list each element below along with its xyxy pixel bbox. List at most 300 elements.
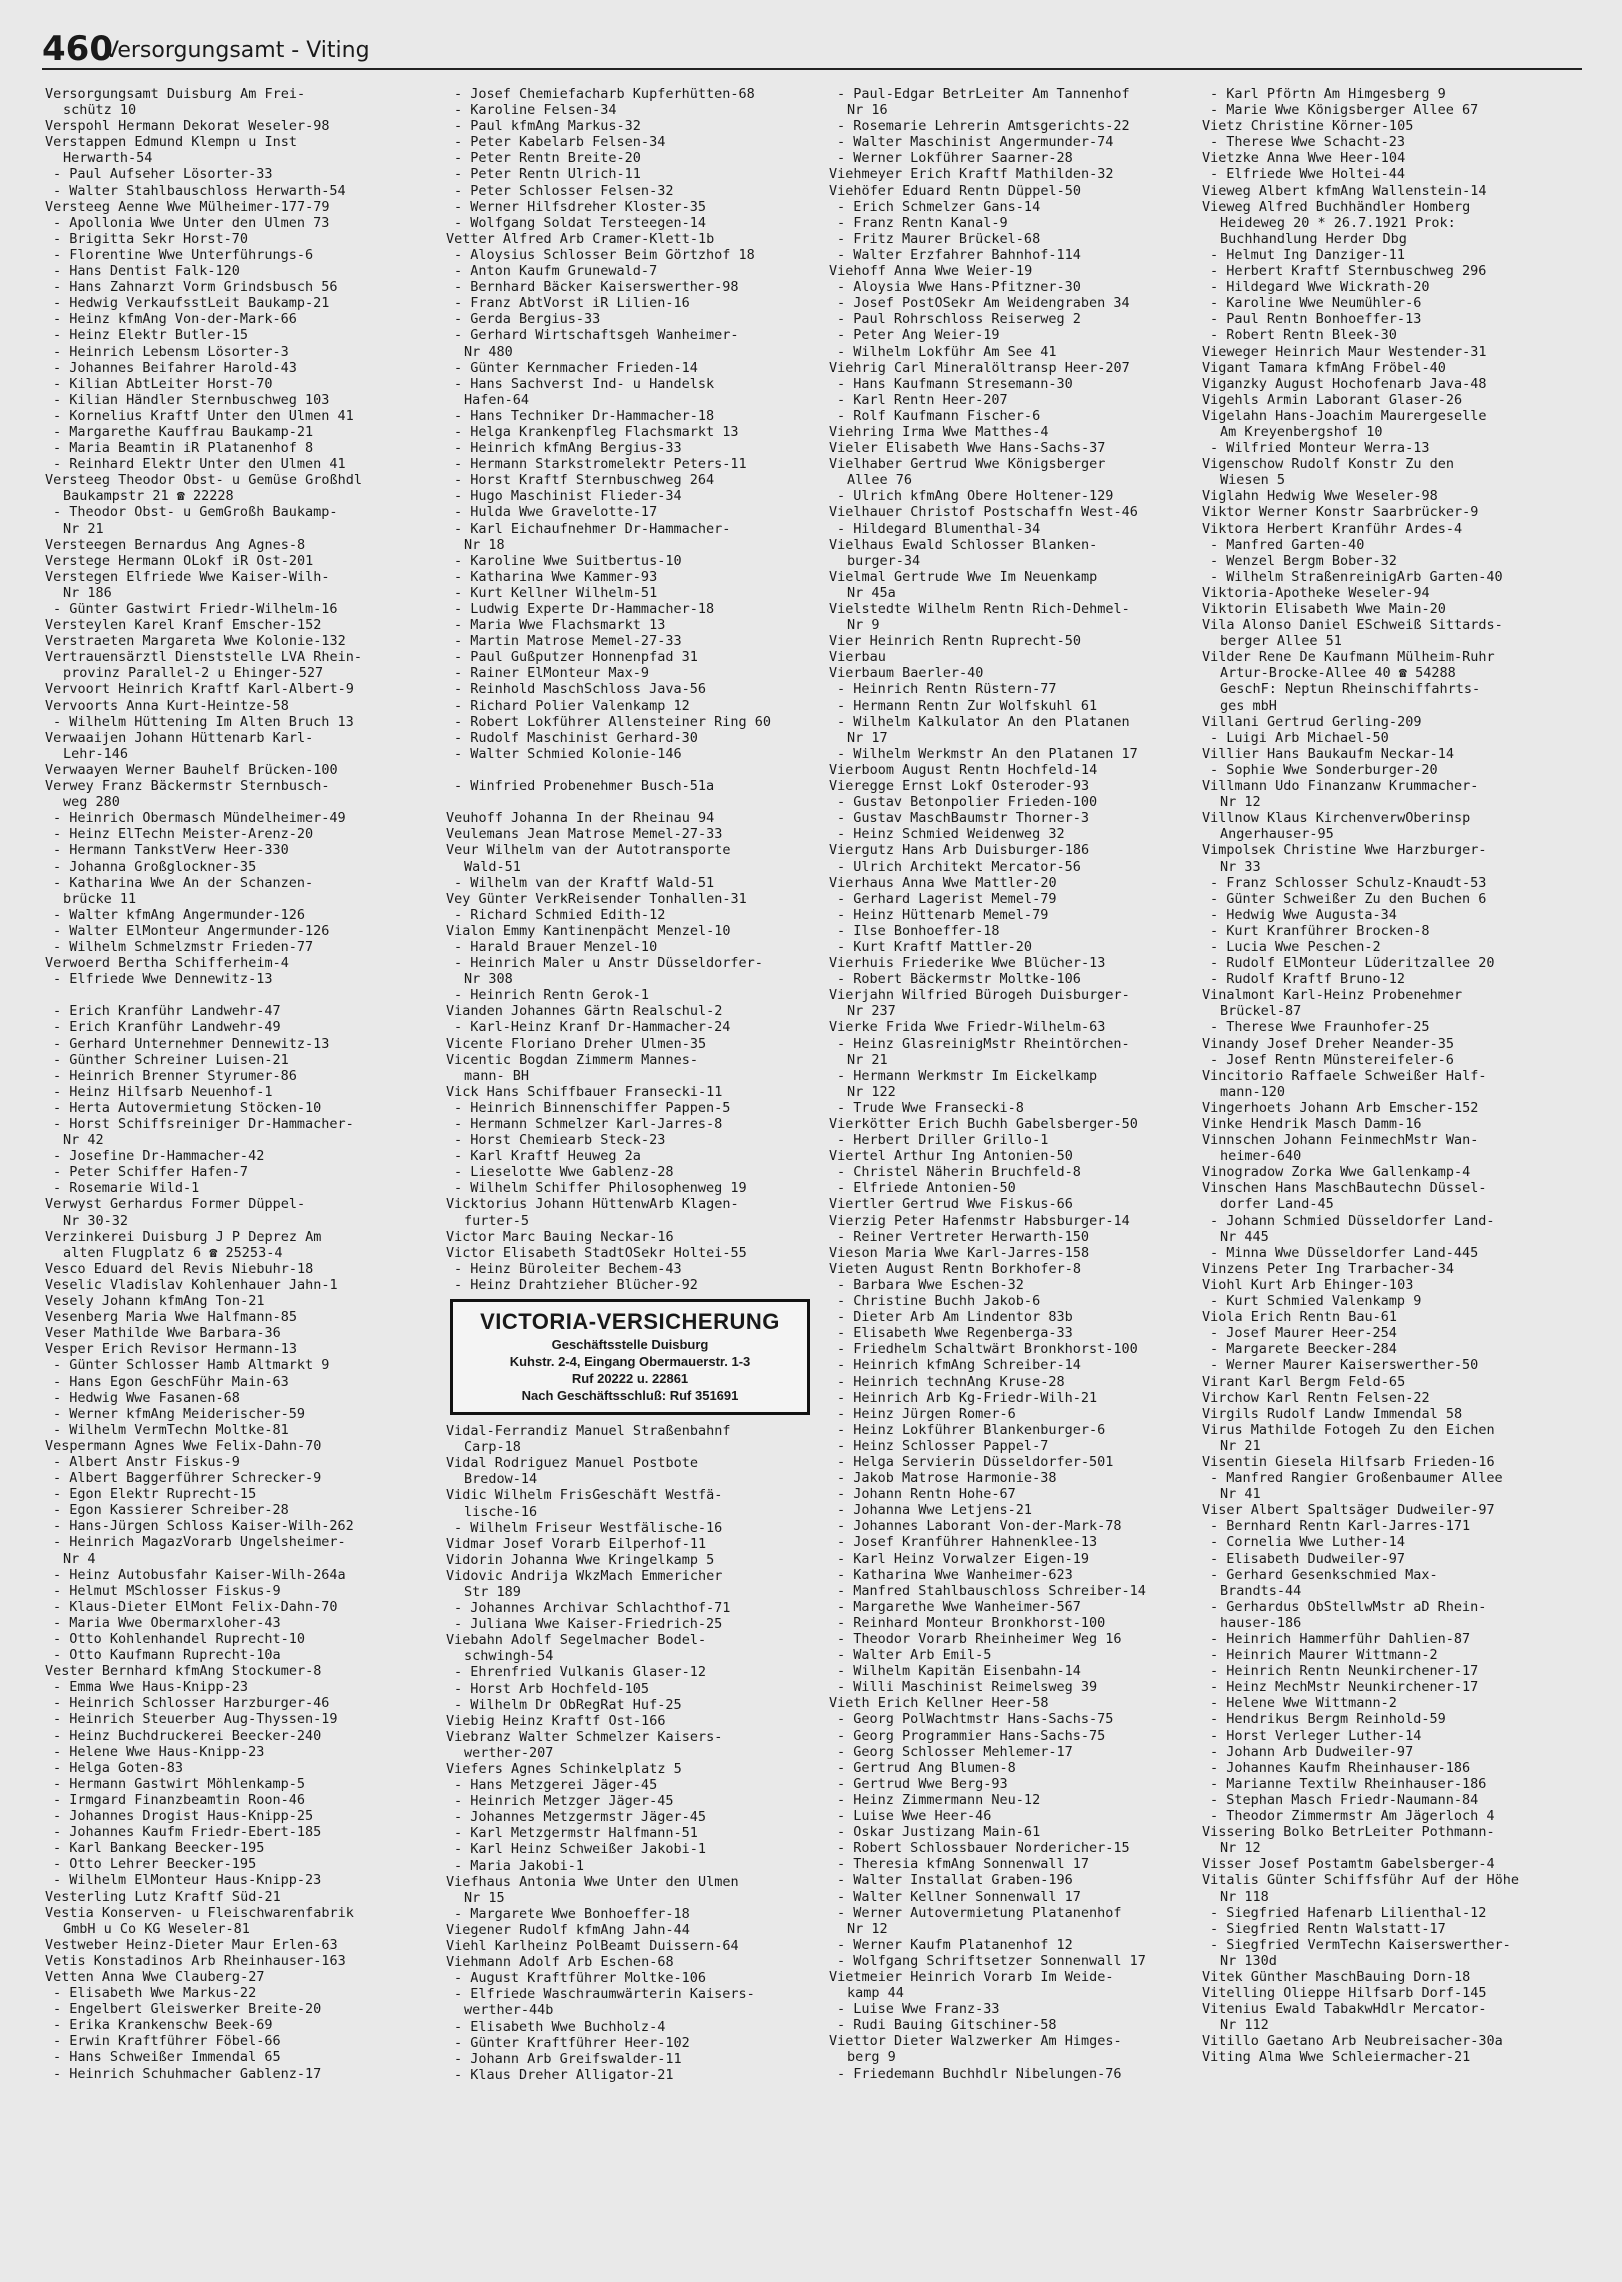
directory-line: Nr 41 xyxy=(1220,1486,1261,1503)
directory-line: - Hans-Jürgen Schloss Kaiser-Wilh-262 xyxy=(53,1518,354,1535)
directory-line: - Günter Schlosser Hamb Altmarkt 9 xyxy=(53,1357,330,1374)
directory-line: - Rudi Bauing Gitschiner-58 xyxy=(837,2017,1057,2034)
directory-line: - Walter Arb Emil-5 xyxy=(837,1647,992,1664)
directory-line: - Gertrud Ang Blumen-8 xyxy=(837,1759,1016,1776)
directory-line: - Peter Rentn Breite-20 xyxy=(454,150,641,167)
directory-line: Vitillo Gaetano Arb Neubreisacher-30a xyxy=(1202,2033,1503,2050)
directory-line: Vieth Erich Kellner Heer-58 xyxy=(829,1695,1049,1712)
directory-line: Carp-18 xyxy=(464,1439,521,1456)
directory-line: - Herta Autovermietung Stöcken-10 xyxy=(53,1099,322,1116)
directory-line: - Minna Wwe Düsseldorfer Land-445 xyxy=(1210,1244,1479,1261)
directory-line: - Erich Kranführ Landwehr-49 xyxy=(53,1019,281,1036)
directory-line: - Brigitta Sekr Horst-70 xyxy=(53,230,249,247)
directory-line: Viebahn Adolf Segelmacher Bodel- xyxy=(446,1632,707,1649)
directory-line: - Klaus Dreher Alligator-21 xyxy=(454,2066,674,2083)
directory-line: Vila Alonso Daniel ESchweiß Sittards- xyxy=(1202,617,1503,634)
directory-line: - Maria Jakobi-1 xyxy=(454,1857,585,1874)
directory-line: Vertrauensärztl Dienststelle LVA Rhein- xyxy=(45,649,362,666)
directory-line: - Ulrich Architekt Mercator-56 xyxy=(837,858,1081,875)
directory-line: GeschF: Neptun Rheinschiffahrts- xyxy=(1220,681,1481,698)
directory-line: - Rolf Kaufmann Fischer-6 xyxy=(837,407,1041,424)
directory-line: - Helene Wwe Haus-Knipp-23 xyxy=(53,1743,265,1760)
directory-line: - Heinrich Steuerber Aug-Thyssen-19 xyxy=(53,1711,338,1728)
directory-line: Viehring Irma Wwe Matthes-4 xyxy=(829,423,1049,440)
directory-line: - Dieter Arb Am Lindentor 83b xyxy=(837,1309,1073,1326)
directory-line: Verstegen Elfriede Wwe Kaiser-Wilh- xyxy=(45,568,330,585)
directory-line: weg 280 xyxy=(63,794,120,811)
directory-line: Vielstedte Wilhelm Rentn Rich-Dehmel- xyxy=(829,601,1130,617)
directory-line: Vinke Hendrik Masch Damm-16 xyxy=(1202,1116,1422,1132)
directory-line xyxy=(446,762,812,778)
entries xyxy=(1202,86,1568,2066)
directory-line: - Robert Bäckermstr Moltke-106 xyxy=(837,971,1081,988)
directory-line: Viehl Karlheinz PolBeamt Duissern-64 xyxy=(446,1938,739,1955)
directory-line: - Christel Näherin Bruchfeld-8 xyxy=(837,1164,1081,1181)
column-4 xyxy=(1202,86,1568,2066)
directory-line: - Franz AbtVorst iR Lilien-16 xyxy=(454,295,690,312)
ad-line: Kuhstr. 2-4, Eingang Obermauerstr. 1-3 xyxy=(509,1354,751,1370)
directory-line: - Werner Lokführer Saarner-28 xyxy=(837,150,1073,167)
directory-line: Viegener Rudolf kfmAng Jahn-44 xyxy=(446,1921,690,1938)
directory-line: Vesely Johann kfmAng Ton-21 xyxy=(45,1293,265,1310)
directory-line: - Heinz Hüttenarb Memel-79 xyxy=(837,906,1049,923)
directory-line: - Heinrich Rentn Gerok-1 xyxy=(454,987,650,1004)
directory-line: Vieweg Alfred Buchhändler Homberg xyxy=(1202,198,1471,215)
directory-line: - Fritz Maurer Brückel-68 xyxy=(837,230,1041,247)
directory-line: - Paul Rohrschloss Reiserweg 2 xyxy=(837,311,1081,328)
directory-line: Vinogradow Zorka Wwe Gallenkamp-4 xyxy=(1202,1164,1471,1181)
directory-line: - Kilian AbtLeiter Horst-70 xyxy=(53,375,273,392)
directory-line: Vicktorius Johann HüttenwArb Klagen- xyxy=(446,1196,739,1213)
directory-line: - Josefine Dr-Hammacher-42 xyxy=(53,1148,265,1165)
directory-line: - Helga Servierin Düsseldorfer-501 xyxy=(837,1453,1114,1470)
directory-line: Buchhandlung Herder Dbg xyxy=(1220,230,1407,247)
directory-line: - Katharina Wwe Wanheimer-623 xyxy=(837,1566,1073,1583)
directory-line: Villani Gertrud Gerling-209 xyxy=(1202,713,1422,730)
directory-line: - Heinz Autobusfahr Kaiser-Wilh-264a xyxy=(53,1566,346,1583)
directory-line: Nr 18 xyxy=(464,536,505,553)
directory-line: - Heinrich kfmAng Schreiber-14 xyxy=(837,1357,1081,1374)
directory-line: provinz Parallel-2 u Ehinger-527 xyxy=(63,665,324,682)
directory-line: - Franz Rentn Kanal-9 xyxy=(837,214,1008,231)
directory-line: - Maria Wwe Flachsmarkt 13 xyxy=(454,617,666,634)
entries xyxy=(45,86,411,2082)
directory-line: - Reiner Vertreter Herwarth-150 xyxy=(837,1228,1089,1245)
entries xyxy=(446,1423,812,2083)
directory-line: - Werner Autovermietung Platanenhof xyxy=(837,1904,1122,1921)
directory-line: - Rosemarie Lehrerin Amtsgerichts-22 xyxy=(837,118,1130,135)
directory-line: - August Kraftführer Moltke-106 xyxy=(454,1970,706,1987)
directory-line: - Georg PolWachtmstr Hans-Sachs-75 xyxy=(837,1711,1114,1728)
ad-title: VICTORIA-VERSICHERUNG xyxy=(480,1309,780,1335)
directory-line: Vetter Alfred Arb Cramer-Klett-1b xyxy=(446,230,715,247)
directory-line: Nr 16 xyxy=(847,102,888,119)
directory-line: Vidovic Andrija WkzMach Emmericher xyxy=(446,1567,723,1584)
directory-line: - Heinz Schlosser Pappel-7 xyxy=(837,1437,1049,1454)
directory-line: Vicentic Bogdan Zimmerm Mannes- xyxy=(446,1051,698,1068)
directory-line: - Helmut MSchlosser Fiskus-9 xyxy=(53,1582,281,1599)
directory-line: - Hildegard Blumenthal-34 xyxy=(837,520,1041,537)
directory-line: Viefers Agnes Schinkelplatz 5 xyxy=(446,1761,682,1777)
directory-line: - Rainer ElMonteur Max-9 xyxy=(454,665,650,682)
directory-line: - Heinrich technAng Kruse-28 xyxy=(837,1373,1065,1390)
page-number: 460 xyxy=(42,29,113,69)
directory-line: - Ludwig Experte Dr-Hammacher-18 xyxy=(454,601,715,617)
directory-line: Villmann Udo Finanzanw Krummacher- xyxy=(1202,778,1479,795)
directory-line: Victor Marc Bauing Neckar-16 xyxy=(446,1228,674,1245)
directory-line: - Hans Egon GeschFühr Main-63 xyxy=(53,1373,289,1390)
directory-line: - Helmut Ing Danziger-11 xyxy=(1210,246,1406,263)
directory-line: - Hedwig Wwe Augusta-34 xyxy=(1210,906,1397,923)
directory-line: Versorgungsamt Duisburg Am Frei- xyxy=(45,86,306,102)
directory-line: - Elfriede Wwe Holtei-44 xyxy=(1210,166,1406,183)
directory-line: Vick Hans Schiffbauer Fransecki-11 xyxy=(446,1083,723,1100)
directory-line: - Karoline Wwe Suitbertus-10 xyxy=(454,552,682,569)
directory-line: - Manfred Garten-40 xyxy=(1210,536,1365,553)
directory-line: - Siegfried VermTechn Kaiserswerther- xyxy=(1210,1936,1511,1953)
directory-line: - Karl Bankang Beecker-195 xyxy=(53,1840,265,1857)
directory-line: - Werner Maurer Kaiserswerther-50 xyxy=(1210,1357,1479,1374)
directory-line: - Herbert Driller Grillo-1 xyxy=(837,1132,1049,1149)
directory-line: Viktoria-Apotheke Weseler-94 xyxy=(1202,584,1430,601)
directory-line: Veur Wilhelm van der Autotransporte xyxy=(446,842,731,859)
directory-line: - Walter Erzfahrer Bahnhof-114 xyxy=(837,246,1081,263)
directory-line: Vidmar Josef Vorarb Eilperhof-11 xyxy=(446,1535,707,1552)
directory-line: - Maria Beamtin iR Platanenhof 8 xyxy=(53,440,314,457)
directory-line: Viertel Arthur Ing Antonien-50 xyxy=(829,1148,1073,1165)
directory-line: - Karl Heinz Vorwalzer Eigen-19 xyxy=(837,1550,1089,1567)
directory-line xyxy=(45,987,411,1003)
directory-line: - Harald Brauer Menzel-10 xyxy=(454,938,658,955)
directory-line: - Johann Rentn Hohe-67 xyxy=(837,1486,1016,1503)
directory-line: - Cornelia Wwe Luther-14 xyxy=(1210,1534,1406,1551)
directory-line: - Rudolf Kraftf Bruno-12 xyxy=(1210,971,1406,988)
directory-line: - Barbara Wwe Eschen-32 xyxy=(837,1276,1024,1293)
directory-line: - Gerhardus ObStellwMstr aD Rhein- xyxy=(1210,1598,1487,1615)
directory-line: Vestia Konserven- u Fleischwarenfabrik xyxy=(45,1904,354,1921)
directory-line: dorfer Land-45 xyxy=(1220,1196,1334,1213)
directory-line: Brandts-44 xyxy=(1220,1582,1302,1599)
directory-line: Vierkötter Erich Buchh Gabelsberger-50 xyxy=(829,1116,1138,1132)
directory-line: - Theodor Obst- u GemGroßh Baukamp- xyxy=(53,504,338,521)
directory-line: Str 189 xyxy=(464,1583,521,1600)
directory-line: - Klaus-Dieter ElMont Felix-Dahn-70 xyxy=(53,1598,338,1615)
directory-line: - Johanna Wwe Letjens-21 xyxy=(837,1502,1033,1519)
directory-line: Vervoorts Anna Kurt-Heintze-58 xyxy=(45,697,289,714)
directory-line: - Gustav Betonpolier Frieden-100 xyxy=(837,794,1098,811)
directory-line: - Siegfried Hafenarb Lilienthal-12 xyxy=(1210,1904,1487,1921)
directory-line: - Erwin Kraftführer Föbel-66 xyxy=(53,2033,281,2050)
directory-line: - Gerda Bergius-33 xyxy=(454,311,601,328)
directory-line: Vespermann Agnes Wwe Felix-Dahn-70 xyxy=(45,1437,322,1454)
directory-line: - Heinz Büroleiter Bechem-43 xyxy=(454,1260,682,1277)
directory-line: Nr 15 xyxy=(464,1889,505,1906)
directory-line: - Aloysius Schlosser Beim Görtzhof 18 xyxy=(454,246,755,263)
directory-line: - Lieselotte Wwe Gablenz-28 xyxy=(454,1164,674,1181)
directory-line: - Egon Elektr Ruprecht-15 xyxy=(53,1486,257,1503)
directory-line: Nr 237 xyxy=(847,1003,896,1020)
directory-line: Viehrig Carl Mineralöltransp Heer-207 xyxy=(829,359,1130,376)
directory-line: - Wilhelm Friseur Westfälische-16 xyxy=(454,1519,723,1536)
directory-line: - Karl Heinz Schweißer Jakobi-1 xyxy=(454,1841,706,1858)
directory-line: - Heinz Drahtzieher Blücher-92 xyxy=(454,1276,698,1293)
directory-line: Vinalmont Karl-Heinz Probenehmer xyxy=(1202,987,1463,1004)
directory-line: - Hermann Gastwirt Möhlenkamp-5 xyxy=(53,1775,305,1792)
directory-line: Nr 12 xyxy=(847,1920,888,1937)
directory-line: - Elfriede Wwe Dennewitz-13 xyxy=(53,971,273,988)
directory-line: Vinnschen Johann FeinmechMstr Wan- xyxy=(1202,1132,1479,1149)
directory-line: - Hermann TankstVerw Heer-330 xyxy=(53,842,289,859)
directory-line: - Heinrich MagazVorarb Ungelsheimer- xyxy=(53,1534,346,1551)
directory-line: Versteeg Aenne Wwe Mülheimer-177-79 xyxy=(45,198,330,215)
directory-line: Viktorin Elisabeth Wwe Main-20 xyxy=(1202,601,1446,617)
directory-line: - Werner Kaufm Platanenhof 12 xyxy=(837,1936,1073,1953)
directory-line: Vimpolsek Christine Wwe Harzburger- xyxy=(1202,842,1487,859)
directory-line: - Wilhelm Dr ObRegRat Huf-25 xyxy=(454,1696,682,1713)
directory-line: - Hans Zahnarzt Vorm Grindsbusch 56 xyxy=(53,279,338,296)
directory-line: Vierke Frida Wwe Friedr-Wilhelm-63 xyxy=(829,1019,1106,1036)
directory-line: Virchow Karl Rentn Felsen-22 xyxy=(1202,1389,1430,1406)
directory-line: - Georg Programmier Hans-Sachs-75 xyxy=(837,1727,1106,1744)
directory-line: Veselic Vladislav Kohlenhauer Jahn-1 xyxy=(45,1276,338,1293)
directory-line: - Herbert Kraftf Sternbuschweg 296 xyxy=(1210,263,1487,280)
directory-line: - Horst Verleger Luther-14 xyxy=(1210,1727,1422,1744)
ad-line: Ruf 20222 u. 22861 xyxy=(571,1371,689,1387)
directory-line: Nr 480 xyxy=(464,343,513,360)
directory-line: - Werner Hilfsdreher Kloster-35 xyxy=(454,198,706,215)
directory-line: mann-120 xyxy=(1220,1083,1286,1100)
directory-line: - Margarete Wwe Bonhoeffer-18 xyxy=(454,1905,690,1922)
directory-line: - Luigi Arb Michael-50 xyxy=(1210,729,1389,746)
directory-line: Viting Alma Wwe Schleiermacher-21 xyxy=(1202,2049,1471,2066)
directory-line: - Günther Schreiner Luisen-21 xyxy=(53,1051,289,1068)
directory-line: Vidorin Johanna Wwe Kringelkamp 5 xyxy=(446,1551,715,1568)
directory-line: - Paul Aufseher Lösorter-33 xyxy=(53,166,273,183)
directory-line: schütz 10 xyxy=(63,102,137,119)
directory-line: Vigelahn Hans-Joachim Maurergeselle xyxy=(1202,407,1487,424)
directory-line: Viehmann Adolf Arb Eschen-68 xyxy=(446,1954,674,1971)
directory-line: - Therese Wwe Schacht-23 xyxy=(1210,134,1406,151)
directory-line: - Richard Schmied Edith-12 xyxy=(454,906,666,923)
directory-line: - Aloysia Wwe Hans-Pfitzner-30 xyxy=(837,279,1081,296)
directory-line: Virant Karl Bergm Feld-65 xyxy=(1202,1373,1406,1390)
directory-line: - Erika Krankenschw Beek-69 xyxy=(53,2017,273,2034)
directory-line: - Karl Metzgermstr Halfmann-51 xyxy=(454,1825,698,1842)
directory-line: Vissering Bolko BetrLeiter Pothmann- xyxy=(1202,1824,1495,1841)
directory-line: Vierzig Peter Hafenmstr Habsburger-14 xyxy=(829,1212,1130,1229)
directory-line: - Gerhard Lagerist Memel-79 xyxy=(837,890,1057,907)
directory-line: werther-207 xyxy=(464,1744,554,1761)
directory-line: - Rudolf ElMonteur Lüderitzallee 20 xyxy=(1210,955,1495,972)
directory-line: Allee 76 xyxy=(847,472,913,489)
directory-line: heimer-640 xyxy=(1220,1148,1302,1165)
directory-line: - Hermann Starkstromelektr Peters-11 xyxy=(454,456,747,473)
directory-line: - Hermann Schmelzer Karl-Jarres-8 xyxy=(454,1116,723,1132)
directory-line: - Karl Kraftf Heuweg 2a xyxy=(454,1148,641,1165)
directory-line: - Günter Schweißer Zu den Buchen 6 xyxy=(1210,890,1487,907)
directory-line: Vielhaus Ewald Schlosser Blanken- xyxy=(829,536,1098,553)
directory-line: - Trude Wwe Fransecki-8 xyxy=(837,1099,1024,1116)
entries xyxy=(829,86,1195,2082)
directory-line: Vester Bernhard kfmAng Stockumer-8 xyxy=(45,1663,322,1680)
directory-line: furter-5 xyxy=(464,1212,530,1229)
directory-line: berger Allee 51 xyxy=(1220,633,1342,650)
directory-line: - Josef Chemiefacharb Kupferhütten-68 xyxy=(454,86,755,102)
directory-line: - Kurt Kranführer Brocken-8 xyxy=(1210,922,1430,939)
directory-line: Visentin Giesela Hilfsarb Frieden-16 xyxy=(1202,1453,1495,1470)
directory-line: - Paul Gußputzer Honnenpfad 31 xyxy=(454,649,698,666)
directory-line: - Hans Schweißer Immendal 65 xyxy=(53,2049,281,2066)
directory-line: Nr 42 xyxy=(63,1132,104,1149)
directory-line: Nr 130d xyxy=(1220,1952,1277,1969)
directory-line: Vielhauer Christof Postschaffn West-46 xyxy=(829,504,1138,521)
directory-line: - Winfried Probenehmer Busch-51a xyxy=(454,778,715,795)
directory-line: Versteeg Theodor Obst- u Gemüse Großhdl xyxy=(45,472,362,489)
directory-line: - Marie Wwe Königsberger Allee 67 xyxy=(1210,102,1479,119)
directory-line: hauser-186 xyxy=(1220,1614,1302,1631)
directory-line: - Johannes Metzgermstr Jäger-45 xyxy=(454,1809,706,1826)
directory-line: Viebranz Walter Schmelzer Kaisers- xyxy=(446,1728,723,1745)
directory-line: Vesco Eduard del Revis Niebuhr-18 xyxy=(45,1260,314,1277)
directory-line: - Hans Sachverst Ind- u Handelsk xyxy=(454,375,715,392)
directory-line: Viktora Herbert Kranführ Ardes-4 xyxy=(1202,520,1463,537)
directory-line: Vitelling Olieppe Hilfsarb Dorf-145 xyxy=(1202,1985,1487,2002)
directory-line: - Josef Maurer Heer-254 xyxy=(1210,1325,1397,1342)
directory-line: - Hermann Werkmstr Im Eickelkamp xyxy=(837,1067,1098,1084)
directory-line: - Paul kfmAng Markus-32 xyxy=(454,118,641,135)
directory-line: - Horst Kraftf Sternbuschweg 264 xyxy=(454,472,715,489)
directory-line: - Kornelius Kraftf Unter den Ulmen 41 xyxy=(53,407,354,424)
directory-line: - Horst Arb Hochfeld-105 xyxy=(454,1680,650,1697)
directory-line: - Hedwig VerkaufsstLeit Baukamp-21 xyxy=(53,295,330,312)
directory-line: - Johannes Kaufm Friedr-Ebert-185 xyxy=(53,1824,322,1841)
directory-line: Victor Elisabeth StadtOSekr Holtei-55 xyxy=(446,1244,747,1261)
directory-line: Nr 45a xyxy=(847,584,896,601)
directory-line: - Irmgard Finanzbeamtin Roon-46 xyxy=(53,1791,305,1808)
directory-line: - Bernhard Rentn Karl-Jarres-171 xyxy=(1210,1518,1471,1535)
directory-line: - Johann Arb Dudweiler-97 xyxy=(1210,1743,1414,1760)
ad-line: Nach Geschäftsschluß: Ruf 351691 xyxy=(521,1388,739,1404)
directory-line: Viergutz Hans Arb Duisburger-186 xyxy=(829,842,1090,859)
directory-line: - Peter Kabelarb Felsen-34 xyxy=(454,134,666,151)
directory-line: Visser Josef Postamtm Gabelsberger-4 xyxy=(1202,1856,1495,1873)
directory-line: - Heinrich Schlosser Harzburger-46 xyxy=(53,1695,330,1712)
directory-line: - Wolfgang Soldat Tersteegen-14 xyxy=(454,214,706,231)
directory-line: Vinandy Josef Dreher Neander-35 xyxy=(1202,1035,1454,1052)
directory-line: - Karl Pförtn Am Himgesberg 9 xyxy=(1210,86,1446,102)
directory-line: Vierboom August Rentn Hochfeld-14 xyxy=(829,761,1098,778)
directory-line: - Wilhelm van der Kraftf Wald-51 xyxy=(454,874,715,891)
directory-line: - Johann Schmied Düsseldorfer Land- xyxy=(1210,1212,1495,1229)
directory-line: Versteegen Bernardus Ang Agnes-8 xyxy=(45,536,306,553)
directory-line: - Friedhelm Schaltwärt Bronkhorst-100 xyxy=(837,1341,1138,1358)
directory-line: Nr 21 xyxy=(847,1051,888,1068)
directory-line: - Heinz kfmAng Von-der-Mark-66 xyxy=(53,311,297,328)
directory-line: - Rudolf Maschinist Gerhard-30 xyxy=(454,729,698,746)
directory-line: - Ehrenfried Vulkanis Glaser-12 xyxy=(454,1664,706,1681)
directory-line: - Paul-Edgar BetrLeiter Am Tannenhof xyxy=(837,86,1130,102)
directory-line: - Wilhelm VermTechn Moltke-81 xyxy=(53,1421,289,1438)
directory-line: - Maria Wwe Obermarxloher-43 xyxy=(53,1614,281,1631)
directory-line: Vitalis Günter Schiffsführ Auf der Höhe xyxy=(1202,1872,1519,1889)
directory-line: Viefhaus Antonia Wwe Unter den Ulmen xyxy=(446,1873,739,1890)
directory-line: - Kurt Kellner Wilhelm-51 xyxy=(454,584,658,601)
directory-line: Veuhoff Johanna In der Rheinau 94 xyxy=(446,810,715,827)
directory-line: - Johanna Großglockner-35 xyxy=(53,858,257,875)
directory-line: - Manfred Stahlbauschloss Schreiber-14 xyxy=(837,1582,1146,1599)
column-1 xyxy=(45,86,411,2082)
directory-line: Viehmeyer Erich Kraftf Mathilden-32 xyxy=(829,166,1114,183)
directory-line: - Robert Schlossbauer Nordericher-15 xyxy=(837,1840,1130,1857)
directory-line: - Walter Maschinist Angermunder-74 xyxy=(837,134,1114,151)
directory-line: - Hulda Wwe Gravelotte-17 xyxy=(454,504,658,521)
directory-line: - Heinrich Maler u Anstr Düsseldorfer- xyxy=(454,955,763,972)
directory-line: - Richard Polier Valenkamp 12 xyxy=(454,697,690,714)
directory-line: - Wilhelm Schmelzmstr Frieden-77 xyxy=(53,938,314,955)
directory-line: - Gerhard Wirtschaftsgeh Wanheimer- xyxy=(454,327,739,344)
directory-line: Vieten August Rentn Borkhofer-8 xyxy=(829,1260,1081,1277)
directory-line: berg 9 xyxy=(847,2049,896,2066)
directory-line: - Christine Buchh Jakob-6 xyxy=(837,1293,1041,1310)
directory-line: Vitenius Ewald TabakwHdlr Mercator- xyxy=(1202,2001,1487,2018)
directory-line: - Theresia kfmAng Sonnenwall 17 xyxy=(837,1856,1089,1873)
directory-line: - Horst Chemiearb Steck-23 xyxy=(454,1132,666,1149)
directory-line: Vier Heinrich Rentn Ruprecht-50 xyxy=(829,633,1081,650)
directory-line: Am Kreyenbergshof 10 xyxy=(1220,423,1383,440)
directory-line: Vieregge Ernst Lokf Osteroder-93 xyxy=(829,778,1090,795)
directory-line: Viglahn Hedwig Wwe Weseler-98 xyxy=(1202,488,1438,505)
directory-line: - Luise Wwe Franz-33 xyxy=(837,2001,1000,2018)
directory-line: Nr 186 xyxy=(63,584,112,601)
directory-line: Villnow Klaus KirchenverwOberinsp xyxy=(1202,810,1471,827)
directory-line: GmbH u Co KG Weseler-81 xyxy=(63,1920,250,1937)
directory-line: - Johannes Beifahrer Harold-43 xyxy=(53,359,297,376)
directory-line: Wald-51 xyxy=(464,858,521,875)
directory-line: - Juliana Wwe Kaiser-Friedrich-25 xyxy=(454,1616,723,1633)
directory-line: - Hendrikus Bergm Reinhold-59 xyxy=(1210,1711,1446,1728)
directory-line: - Robert Rentn Bleek-30 xyxy=(1210,327,1397,344)
directory-line: Vingerhoets Johann Arb Emscher-152 xyxy=(1202,1099,1479,1116)
directory-line: Nr 17 xyxy=(847,729,888,746)
directory-line: - Siegfried Rentn Walstatt-17 xyxy=(1210,1920,1446,1937)
directory-line: Versteylen Karel Kranf Emscher-152 xyxy=(45,617,322,634)
directory-line: - Hugo Maschinist Flieder-34 xyxy=(454,488,682,505)
directory-line: Vinzens Peter Ing Trarbacher-34 xyxy=(1202,1260,1454,1277)
directory-line: - Manfred Rangier Großenbaumer Allee xyxy=(1210,1470,1503,1487)
column-2 xyxy=(446,86,812,2083)
directory-line: - Wilhelm Hüttening Im Alten Bruch 13 xyxy=(53,713,354,730)
directory-line: - Theodor Vorarb Rheinheimer Weg 16 xyxy=(837,1631,1122,1647)
directory-line: Nr 308 xyxy=(464,971,513,988)
directory-line: - Oskar Justizang Main-61 xyxy=(837,1824,1041,1841)
directory-line: - Johannes Kaufm Rheinhauser-186 xyxy=(1210,1759,1471,1776)
directory-line: - Heinrich Schuhmacher Gablenz-17 xyxy=(53,2065,322,2082)
directory-line: - Emma Wwe Haus-Knipp-23 xyxy=(53,1679,249,1696)
directory-line: Vestweber Heinz-Dieter Maur Erlen-63 xyxy=(45,1936,338,1953)
directory-line: - Karl-Heinz Kranf Dr-Hammacher-24 xyxy=(454,1019,731,1036)
directory-line: - Elisabeth Wwe Markus-22 xyxy=(53,1985,257,2002)
directory-line: Vetten Anna Wwe Clauberg-27 xyxy=(45,1968,265,1985)
directory-line: Villier Hans Baukaufm Neckar-14 xyxy=(1202,745,1454,762)
directory-line: - Elisabeth Dudweiler-97 xyxy=(1210,1550,1406,1567)
directory-line: Vierjahn Wilfried Bürogeh Duisburger- xyxy=(829,987,1130,1004)
directory-line: Verzinkerei Duisburg J P Deprez Am xyxy=(45,1228,322,1245)
directory-line: - Helene Wwe Wittmann-2 xyxy=(1210,1695,1397,1712)
directory-line: Virgils Rudolf Landw Immendal 58 xyxy=(1202,1405,1463,1422)
directory-line: Verwey Franz Bäckermstr Sternbusch- xyxy=(45,778,330,795)
directory-line: Angerhauser-95 xyxy=(1220,826,1334,843)
directory-line: - Wilhelm ElMonteur Haus-Knipp-23 xyxy=(53,1872,322,1889)
